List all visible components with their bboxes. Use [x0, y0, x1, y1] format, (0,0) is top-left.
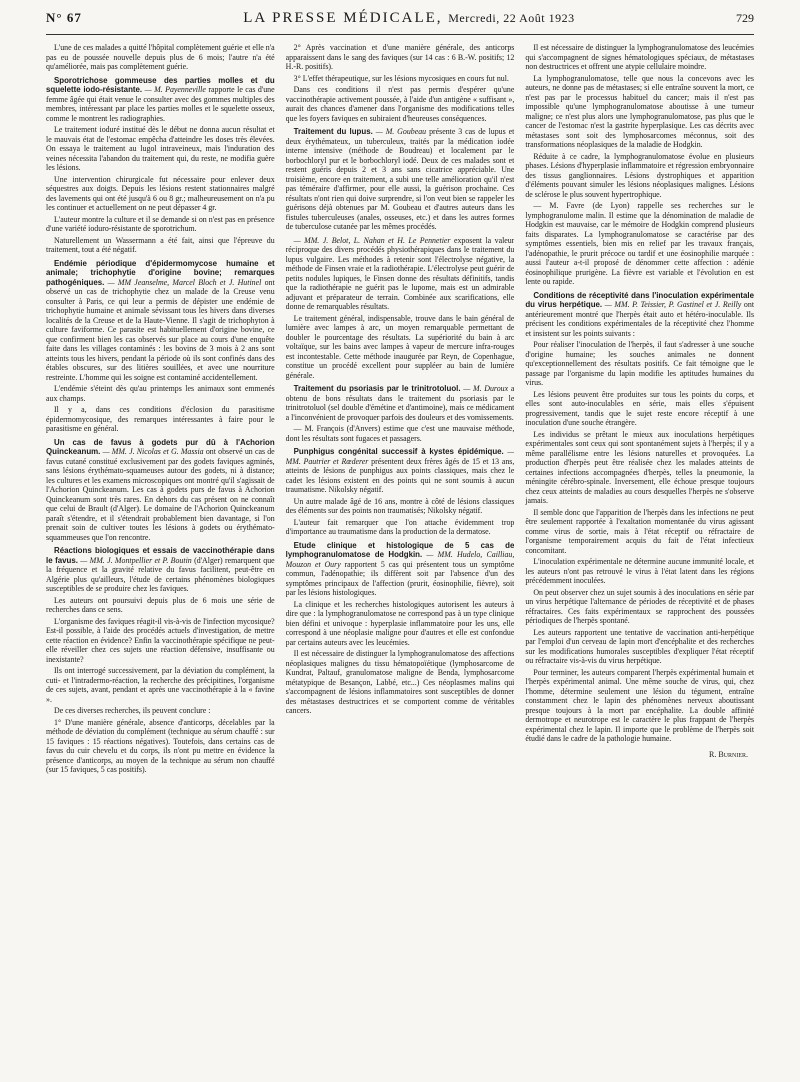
paragraph-text: Les auteurs rapportent une tentative de vaccination anti-herpétique par l'emploi d'un cerveau de lapin mort d'encéphalite et des recherches sur les modifications humorales susceptibles d'expliquer l'état réceptif ou réfractaire vis-à-vis du virus herpétique. [525, 627, 754, 665]
paragraph-text: Réduite à ce cadre, la lymphogranulomatose évolue en plusieurs phases. Lésions d'hyperplasie inflammatoire et régression embryonnaire des tissus ganglionnaires. Lésions dystrophiques et apparition d'éléments pouvant simuler les lésions néoplasiques malignes. Lésions de sclérose le plus souvent hypertrophique. [525, 151, 754, 199]
paragraph-text: Naturellement un Wassermann a été fait, ainsi que l'épreuve du traitement, tout a été négatif. [46, 235, 275, 254]
article-paragraph [286, 424, 515, 443]
article-paragraph [286, 43, 515, 72]
issue-number: N° 67 [46, 10, 82, 25]
paragraph-text: L'inoculation expérimentale ne détermine aucune immunité locale, et les auteurs n'ont pas retrouvé le virus à l'état latent dans les régions précédemment inoculées. [525, 557, 754, 585]
article-paragraph [46, 76, 275, 124]
paragraph-text: Le traitement ioduré institué dès le début ne donna aucun résultat et le mauvais état de l'estomac empêcha d'atteindre les doses très élevées. On essaya le traitement au lugol intraveineux, mais l'induration des veines nécessita l'abandon du traitement qui, du reste, ne modifia guère les lésions. [46, 125, 275, 172]
article-title: Réactions biologiques et essais de vaccinothérapie dans le favus. [46, 546, 275, 565]
article-paragraph [46, 438, 275, 543]
article-title: Endémie périodique d'épidermomycose humaine et animale; trichophytie d'origine bovine; remarques pathogéniques. [46, 258, 275, 287]
article [46, 546, 275, 775]
paragraph-text: La lymphogranulomatose, telle que nous la concevons avec les auteurs, ne donne pas de métastases; si elle entraîne souvent la mort, ce n'est pas par le processus habituel du cancer; mais il n'est pas impossible qu'une lymphogranulomatose aboutisse à une tumeur maligne; ce n'est plus alors une lymphogranulomatose, pas plus que le cancer de l'estomac n'est la gastrite hyperplasique. Les cas décrits avec métastases sont soit des lymphosarcomes méconnus, soit des transformations néoplasiques de la maladie de Hodgkin. [525, 73, 754, 149]
page-number: 729 [735, 11, 754, 25]
paragraph-text: ont observé un cas de favus cutané constitué exclusivement par des godets faviques agminés, sans lésions érythémato-squameuses autour des godets, ni à distance; les cultures et les examens microscopiques ont montré qu'il s'agissait de l'Achorion Quinckeanum. Les cas à godets purs de favus à Achorion Quinckeanum sont très rares. En dehors du cas présent on ne connaît que celui de Brault (d'Alger). Le domaine de l'Achorion Quinckeanum paraît s'étendre, et il s'étendrait probablement bien davantage, si l'on prenait soin de cultiver toutes les lésions à godets ou érythémato-squammeuses que l'on rencontre. [46, 447, 275, 542]
article-paragraph [46, 175, 275, 213]
article-paragraph [46, 384, 275, 403]
paragraph-text: Il est nécessaire de distinguer la lymphogranulomatose des leucémies qui s'accompagnent de signes hématologiques spéciaux, de métastases non destructrices et offrent une atypie cellulaire moindre. [525, 43, 754, 71]
article-title: Traitement du lupus. [293, 127, 373, 136]
column-2 [286, 43, 515, 1077]
article-title: Punphigus congénital successif à kystes épidémique. [293, 447, 504, 456]
journal-title [243, 10, 574, 27]
paragraph-text: L'organisme des faviques réagit-il vis-à-vis de l'infection mycosique? Est-il possible, à l'aide des procédés actuels d'investigation, de mettre cette réaction en évidence? Enfin la vaccinothérapie spécifique ne peut-elle réveiller chez ces sujets une réaction défensive, insuffisante ou inexistante? [46, 616, 275, 664]
article-paragraph [525, 588, 754, 626]
column-3 [525, 43, 754, 1077]
paragraph-text: Il est nécessaire de distinguer la lymphogranulomatose des affections néoplasiques malignes du tissu hématopoïétique (lymphosarcome de Kundrat, Paltauf, granulomatose maligne de Benda, lymphosarcome métatypique de Besançon, Labbé, etc...) Ces néoplasmes malins qui s'accompagnent de lésions inflammatoires sont susceptibles de donner des métastases destructrices et se comportent comme de véritables cancers. [285, 649, 515, 715]
paragraph-text: Pour réaliser l'inoculation de l'herpès, il faut s'adresser à une souche d'origine humaine; les souches animales ne donnent qu'exceptionnellement des résultats positifs. Ce fait témoigne que le passage par l'organisme du lapin modifie les aptitudes humaines du virus. [525, 340, 754, 387]
article-paragraph [525, 508, 754, 556]
article-paragraph [46, 596, 275, 615]
paragraph-text: Un autre malade âgé de 16 ans, montre à côté de lésions classiques des éléments sur des points non traumatisés; Nikolsky négatif. [285, 496, 515, 515]
page-header [46, 10, 754, 35]
article [286, 541, 515, 716]
article-paragraph [286, 649, 515, 716]
article-paragraph [286, 384, 515, 422]
article [525, 291, 754, 744]
article-paragraph [46, 405, 275, 434]
article-paragraph [525, 291, 754, 339]
paragraph-text: L'auteur montre la culture et il se demande si on n'est pas en présence d'une variété ioduro-résistante de sporotrichum. [46, 214, 275, 233]
paragraph-text: exposent la valeur réciproque des divers procédés physiothérapiques dans le traitement du lupus vulgaire. Les méthodes à retenir sont l'électrolyse négative, la méthode de Finsen vraie et la radiothérapie. L'électrolyse peut guérir de petits nodules lupiques, le Finsen donne des résultats définitifs, tandis que la radiothérapie ne guérit pas le lupome, mais est un admirable adjuvant et préparateur de terrain. Combinée aux scarifications, elle donne de remarquables résultats. [285, 235, 515, 311]
article-authors: — MM Jeanselme, Marcel Bloch et J. Hutinel [107, 277, 262, 287]
article [46, 438, 275, 543]
paragraph-text: Il y a, dans ces conditions d'éclosion du parasitisme épidermomycosique, des remarques intéressantes à faire pour le parasitisme en général. [46, 405, 275, 433]
article-paragraph [286, 447, 515, 495]
issue-date: Mercredi, 22 Août 1923 [448, 11, 575, 25]
article-paragraph [286, 236, 515, 312]
paragraph-text: présente 3 cas de lupus et deux érythémateux, un tuberculeux, traités par la médication iodée interne intensive (méthode de Boudreau) et localement par le borbochloryl pur et le borbochloryl iodé. Deux de ces malades sont et restent guéris depuis 2 et 3 ans sans cicatrice appréciable. Une troisième, encore en traitement, a subi une telle amélioration qu'il n'est pas téméraire d'affirmer, pour elle aussi, la guérison prochaine. Ces résultats n'ont rien qui doive surprendre, si l'on veut bien se rappeler les guérisons déjà obtenues par M. Goubeau et d'autres auteurs dans les fistules tuberculeuses (anales, osseuses, etc.) et dans les autres formes de tuberculose cutanée par les mêmes procédés. [285, 127, 515, 231]
article [286, 127, 515, 232]
article-authors: — MM. J. Montpellier et P. Boutin [80, 555, 192, 565]
article-title: Conditions de réceptivité dans l'inoculation expérimentale du virus herpétique. [525, 290, 754, 309]
paragraph-text: (d'Alger) remarquent que la fréquence et la gravité relative du favus facilitent, peut-être en Algérie plus qu'ailleurs, l'étude de certains phénomènes biologiques susceptibles de se produire chez les faviques. [46, 555, 275, 593]
article-paragraph [286, 541, 515, 598]
article-paragraph [46, 236, 275, 255]
article-paragraph [286, 74, 515, 84]
article-paragraph [46, 259, 275, 383]
paragraph-text: 3° L'effet thérapeutique, sur les lésions mycosiques en cours fut nul. [293, 73, 509, 83]
article-paragraph [46, 706, 275, 716]
article-paragraph [286, 518, 515, 537]
article-paragraph [286, 600, 515, 648]
article-paragraph [46, 666, 275, 704]
article-title: Sporotrichose gommeuse des parties molles et du squelette iodo-résistante. [46, 75, 275, 94]
article-paragraph [525, 43, 754, 72]
article-authors: — MM. J. Belot, L. Nahan et H. Le Pennetier [293, 235, 451, 245]
paragraph-text: Ils ont interrogé successivement, par la déviation du complément, la cuti- et l'intradermo-réaction, la recherche des précipitines, l'organisme de ces sujets, avant, pendant et après une vaccinothérapie à la « favine ». [46, 666, 275, 704]
article-authors: — M. Goubeau [375, 127, 427, 136]
article-title: Etude clinique et histologique de 5 cas de lymphogranulomatose de Hodgkin. [285, 540, 515, 559]
paragraph-text: Le traitement général, indispensable, trouve dans le bain général de lumière avec lampes à arc, un moyen remarquable permettant de doubler le pourcentage des résultats. La supériorité du bain à arc voltaïque, sur les bains avec lampes à vapeur de mercure infra-rouges est incontestable. Cette méthode inaugurée par Reyn, de Copenhague, constitue un procédé excellent pour suppléer au bain de lumière générale. [285, 313, 515, 380]
paragraph-text: L'auteur fait remarquer que l'on attache évidemment trop d'importance au traumatisme dans la production de la dermatose. [285, 517, 515, 536]
paragraph-text: Dans ces conditions il n'est pas permis d'espérer qu'une vaccinothérapie activement poussée, à l'aide d'un antigène « suffisant », aurait des chances d'amener dans l'organisme des modifications telles que les foyers faviques en subiraient d'heureuses conséquences. [285, 85, 515, 123]
column-1 [46, 43, 275, 1077]
paragraph-text: 2° Après vaccination et d'une manière générale, des anticorps apparaissent dans le sang des faviques (sur 14 cas : 6 B.-W. positifs; 12 H.-R. positifs). [285, 43, 515, 71]
article-paragraph [46, 215, 275, 234]
article-authors: — MM. Hudelo, Cailliau, Mouzon et Oury [285, 550, 515, 569]
paragraph-text: 1° D'une manière générale, absence d'anticorps, décelables par la méthode de déviation du complément (technique au sérum chauffé : sur 15 faviques : 15 réactions négatives). Toutefois, dans certains cas de favus du cuir chevelu et du corps, ils n'ont pu mettre en évidence la présence d'anticorps, au moyen de la technique au sérum non chauffé (sur 15 faviques, 5 cas positifs). [46, 717, 275, 774]
article-paragraph [525, 390, 754, 428]
article-paragraph [525, 668, 754, 744]
paragraph-text: rapporte le cas d'une femme âgée qui était venue le consulter avec des gommes multiples des membres, intéressant par place les parties molles et le squelette osseux, comme le montrent les radiographies. [46, 85, 275, 123]
article-paragraph [525, 628, 754, 666]
article [286, 384, 515, 443]
paragraph-text: Pour terminer, les auteurs comparent l'herpès expérimental humain et l'herpès expérimental animal. Une même souche de virus, qui, chez l'homme, détermine seulement une lésion du tégument, entraîne constamment chez le lapin des phénomènes nerveux aboutissant presque toujours à la mort par encéphalite. La double affinité dermotrope et neurotrope est le caractère le plus frappant de l'herpès expérimental chez le lapin. Il importe que le problème de l'herpès soit étudié dans le cadre de la pathologie humaine. [525, 667, 754, 743]
paragraph-text: On peut observer chez un sujet soumis à des inoculations en série par un virus herpétique l'alternance de périodes de réceptivité et de phases réfractaires. Ces faits expérimentaux se rapprochent des poussées périodiques de l'herpès spontané. [525, 587, 754, 625]
article-title: Traitement du psoriasis par le trinitrotoluol. [293, 384, 461, 393]
paragraph-text: — M. Favre (de Lyon) rappelle ses recherches sur le lymphogranulome malin. Il estime que la dénomination de maladie de Hodgkin est mauvaise, car le mémoire de Hodgkin comprend plusieurs faits disparates. La lymphogranulomatose se caractérise par des symptômes essentiels, bien mis en relief par les travaux français, l'adénopathie, le prurit précoce ou tardif et une éosinophilie marquée : aussi l'auteur a-t-il proposé de dénommer cette affection : adénie éosinophilique prurigène. La fièvre est variable et l'évolution en est lente ou rapide. [525, 201, 754, 286]
article-authors: — M. Payenneville [144, 85, 206, 94]
article-paragraph [525, 430, 754, 506]
article [46, 43, 275, 72]
paragraph-text: a obtenu de bons résultats dans le traitement du psoriasis par le trinitrotoluol (sel double d'émétine et d'antimoine), mais ce médicament a l'inconvénient de provoquer parfois des douleurs et des vomissements. [285, 384, 515, 422]
article-paragraph [46, 43, 275, 72]
paragraph-text: L'endémie s'éteint dès qu'au printemps les animaux sont emmenés aux champs. [46, 384, 275, 403]
article [286, 236, 515, 381]
paragraph-text: ont antérieurement montré que l'herpès était auto et hétéro-inoculable. Ils précisent les conditions expérimentales de la réceptivité chez l'homme et insistent sur les points suivants : [525, 300, 754, 338]
article-authors: — MM. J. Nicolas et G. Massia [102, 447, 204, 456]
article-authors: — MM. P. Teissier, P. Gastinel et J. Reilly [604, 300, 742, 309]
author-signature: R. Burnier. [709, 749, 749, 759]
text-columns [46, 43, 754, 1077]
article-title: Un cas de favus à godets pur dû à l'Achorion Quinckeanum. [46, 437, 275, 456]
article-paragraph [286, 314, 515, 381]
paragraph-text: De ces diverses recherches, ils peuvent conclure : [54, 706, 211, 715]
article-authors: — MM. Pautrier et Rœderer [285, 447, 515, 466]
article [46, 259, 275, 434]
paragraph-text: Les auteurs ont poursuivi depuis plus de 6 mois une série de recherches dans ce sens. [46, 595, 275, 614]
article [286, 43, 515, 123]
article [46, 76, 275, 255]
paragraph-text: La clinique et les recherches histologiques autorisent les auteurs à dire que : la lymphogranulomatose ne correspond pas à un type clinique bien défini et univoque : hyperplasie inflammatoire pour les uns, elle correspond à une néoplasie maligne pour d'autres et elle est confondue par certains auteurs avec les leucémies. [285, 599, 515, 647]
paragraph-text: ont observé un cas de trichophytie chez un malade de la Creuse venu consulter à Paris, ce qui leur a permis de dépister une endémie de trichophytie humaine et animale sévissant tous les hivers dans diverses localités de la Creuse et de la Haute-Vienne. Il s'agit de trichophyton à culture faviforme. Ce parasite est habituellement d'origine bovine, ce que confirment bien les cas observés sur place au cours d'une enquête faite dans les villages contaminés : les bovins de 3 mois à 2 ans sont atteints tous les hivers, pendant la période où ils sont confinés dans des étables obscures, sur des litières souillées, et avec une nourriture restreinte. L'homme qui les soigne est contaminé accidentellement. [46, 277, 275, 382]
paragraph-text: L'une de ces malades a quitté l'hôpital complètement guérie et elle n'a pas eu de poussée nouvelle depuis plus de 6 mois; l'autre n'a été qu'améliorée, mais pas complètement guérie. [46, 43, 275, 71]
article-authors: — M. Duroux [463, 384, 509, 393]
paragraph-text: Les individus se prêtant le mieux aux inoculations herpétiques expérimentales sont ceux qui sont spontanément sujets à l'herpès; il y a même parallélisme entre les lésions naturelles et provoquées. La production d'herpès peut être réalisée chez les malades atteints de certaines infections accompagnées d'herpès, telles la pneumonie, la méningite cérébro-spinale. Inversement, elle échoue presque toujours chez ceux atteints de maladies au cours desquelles l'herpès ne s'observe jamais. [525, 429, 754, 505]
article-paragraph [286, 85, 515, 123]
article-paragraph [525, 201, 754, 287]
paragraph-text: Les lésions peuvent être produites sur tous les points du corps, et elles sont auto-inoculables en série, mais elles s'épuisent progressivement, tandis que le sujet reste encore réceptif à une inoculation d'une souche étrangère. [525, 389, 754, 427]
paragraph-text: présentent deux frères âgés de 15 et 13 ans, atteints de lésions de punphigus aux points classiques, mais chez le cadet les lésions existent en des points qui ne sont soumis à aucun traumatisme. Nikolsky négatif. [285, 456, 515, 494]
article [286, 447, 515, 537]
article [525, 43, 754, 287]
article-paragraph [286, 127, 515, 232]
paragraph-text: Il semble donc que l'apparition de l'herpès dans les infections ne peut être seulement rapportée à l'exaltation momentanée du virus agissant comme virus de sortie, mais à l'état réceptif ou réfractaire de l'organisme temporairement acquis du fait de l'état infectieux concomitant. [525, 507, 754, 555]
article-paragraph [46, 546, 275, 594]
paragraph-text: rapportent 5 cas qui présentent tous un symptôme commun, l'adénopathie; ils diffèrent soit par l'absence d'un des symptômes principaux de l'affection (prurit, éosinophilie, fièvre), soit par les lésions histologiques. [285, 559, 515, 597]
article-paragraph [525, 557, 754, 586]
article-paragraph [525, 340, 754, 388]
article-paragraph [46, 617, 275, 665]
paragraph-text: Une intervention chirurgicale fut nécessaire pour enlever deux séquestres aux doigts. Depuis les lésions restent stationnaires malgré des lavements qui ont été jusqu'à 6 ou 8 gr.; malheureusement on n'a pu les continuer et actuellement on ne peut dépasser 4 gr. [46, 174, 275, 212]
article-paragraph [525, 74, 754, 150]
article-paragraph [286, 497, 515, 516]
article-paragraph [46, 718, 275, 775]
paragraph-text: — M. François (d'Anvers) estime que c'est une mauvaise méthode, dont les résultats sont fugaces et passagers. [285, 424, 515, 443]
article-paragraph [525, 152, 754, 200]
article-paragraph [46, 125, 275, 173]
journal-name: LA PRESSE MÉDICALE, [243, 10, 443, 26]
